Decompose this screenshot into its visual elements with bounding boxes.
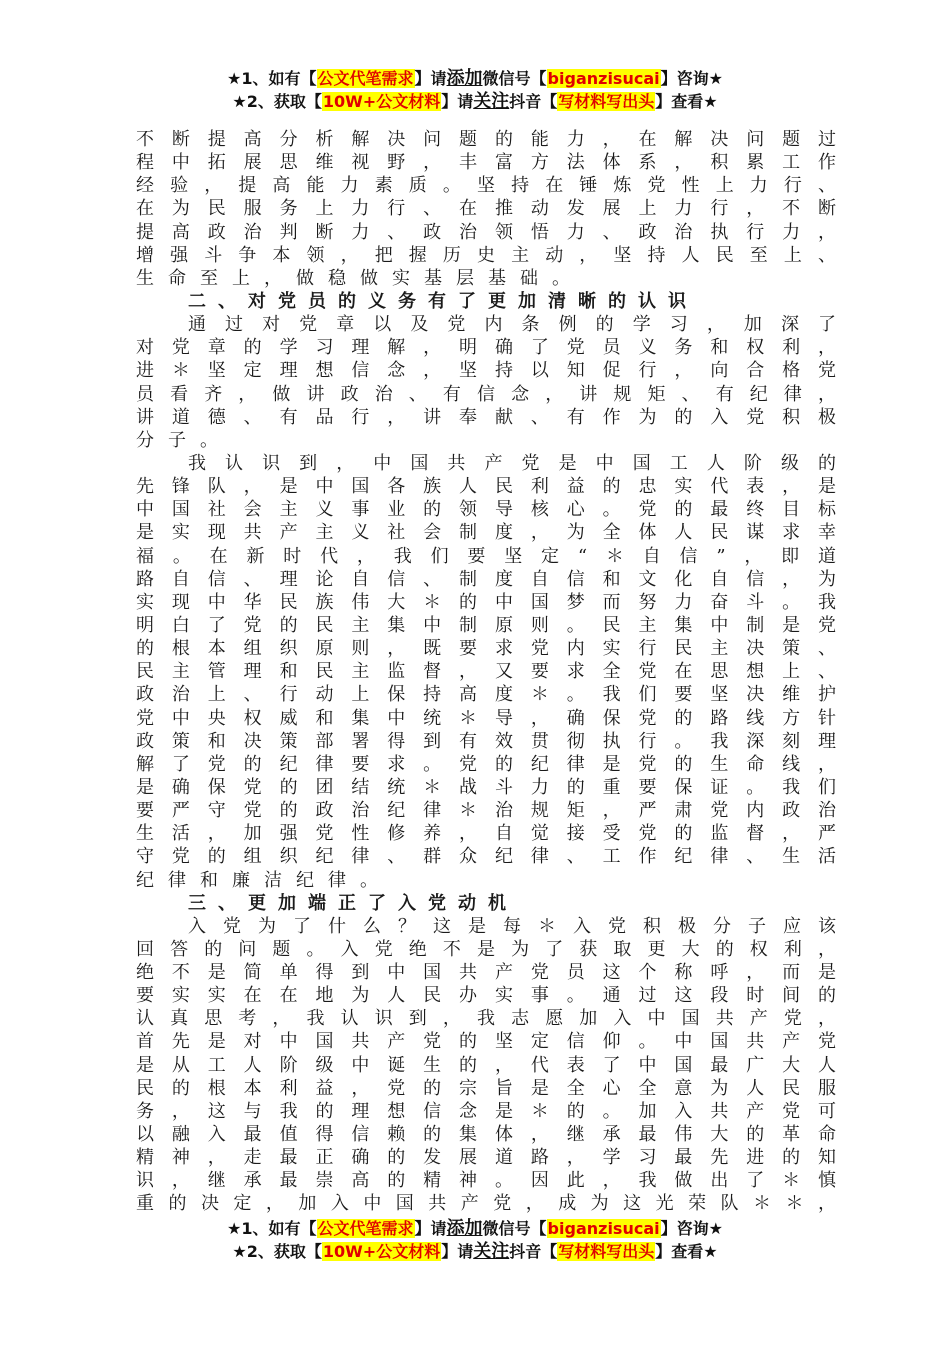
text-line: 认真思考，我认识到，我志愿加入中国共产党， <box>136 1008 836 1030</box>
text-line: 首先是对中国共产党的坚定信仰。中国共产党 <box>136 1031 836 1053</box>
header-line-2 <box>0 91 950 114</box>
text-line: 经验，提高能力素质。坚持在锤炼党性上力行、 <box>136 175 836 197</box>
footer-line-1-highlight-service: 公文代笔需求 <box>317 1219 414 1238</box>
text-line: 进＊坚定理想信念，坚持以知促行，向合格党 <box>136 360 836 382</box>
footer-line-1-mid1: 】请 <box>414 1219 447 1238</box>
text-line: 要严守党的政治纪律＊治规矩，严肃党内政治 <box>136 800 836 822</box>
text-line: 解了党的纪律要求。党的纪律是党的生命线， <box>136 753 836 775</box>
text-line: 分子。 <box>136 429 232 451</box>
text-line: 的根本组织原则，既要求党内实行民主决策、 <box>136 638 836 660</box>
text-line: 民主管理和民主监督，又要求全党在思想上、 <box>136 661 836 683</box>
text-line: 对党章的学习理解，明确了党员义务和权利， <box>136 337 836 359</box>
text-line: 识，继承最崇高的精神。因此，我做出了＊慎 <box>136 1170 836 1192</box>
text-line: 不断提高分析解决问题的能力，在解决问题过 <box>136 129 836 150</box>
text-line: 实现中华民族伟大＊的中国梦而努力奋斗。我 <box>136 591 836 613</box>
footer-line-2-underline: 关注 <box>473 1241 510 1262</box>
header-banner <box>0 68 950 114</box>
text-line: 员看齐，做讲政治、有信念，讲规矩、有纪律， <box>136 383 836 405</box>
text-line: 政治上、行动上保持高度＊。我们要坚决维护 <box>136 684 836 706</box>
footer-line-2-prefix: ★2、获取【 <box>232 1242 322 1261</box>
footer-line-2-mid2: 抖音【 <box>509 1242 558 1261</box>
footer-line-2-suffix: 】查看★ <box>655 1242 718 1261</box>
text-line: 是从工人阶级中诞生的，代表了中国最广大人 <box>136 1054 836 1076</box>
header-line-1-mid1: 】请 <box>414 69 447 88</box>
footer-line-1-prefix: ★1、如有【 <box>227 1219 317 1238</box>
header-line-2-mid2: 抖音【 <box>509 92 558 111</box>
text-line: 提高政治判断力、政治领悟力、政治执行力， <box>136 221 836 243</box>
text-line: 在为民服务上力行、在推动发展上力行，不断 <box>136 198 836 220</box>
text-line: 要实实在在地为人民办实事。通过这段时间的 <box>136 985 836 1007</box>
header-line-1-prefix: ★1、如有【 <box>227 69 317 88</box>
header-line-2-mid1: 】请 <box>441 92 474 111</box>
footer-line-2 <box>0 1241 950 1264</box>
text-line: 程中拓展思维视野，丰富方法体系，积累工作 <box>136 152 836 174</box>
footer-line-2-mid1: 】请 <box>441 1242 474 1261</box>
footer-line-1-mid2: 微信号【 <box>482 1219 547 1238</box>
text-line: 通过对党章以及党内条例的学习，加深了 <box>188 314 836 336</box>
text-line: 明白了党的民主集中制原则。民主集中制是党 <box>136 614 836 636</box>
text-line: 以融入最值得信赖的集体，继承最伟大的革命 <box>136 1124 836 1146</box>
footer-line-2-highlight-douyin: 写材料写出头 <box>558 1242 655 1261</box>
text-line: 回答的问题。入党绝不是为了获取更大的权利， <box>136 938 836 960</box>
header-line-1-underline: 添加 <box>446 68 483 89</box>
text-line: 我认识到，中国共产党是中国工人阶级的 <box>188 452 836 474</box>
text-line: 讲道德、有品行，讲奉献、有作为的入党积极 <box>136 406 836 428</box>
header-line-2-suffix: 】查看★ <box>655 92 718 111</box>
header-line-1-highlight-service: 公文代笔需求 <box>317 69 414 88</box>
header-line-1-suffix: 】咨询★ <box>660 69 723 88</box>
text-line: 绝不是简单得到中国共产党员这个称呼，而是 <box>136 962 836 984</box>
text-line: 先锋队，是中国各族人民利益的忠实代表，是 <box>136 476 836 498</box>
text-line: 路自信、理论自信、制度自信和文化自信，为 <box>136 568 836 590</box>
document-body <box>136 128 836 1216</box>
header-line-1-mid2: 微信号【 <box>482 69 547 88</box>
text-line: 是确保党的团结统＊战斗力的重要保证。我们 <box>136 776 836 798</box>
header-line-2-highlight-materials: 10W+公文材料 <box>322 92 441 111</box>
text-line: 是实现共产主义社会制度，为全体人民谋求幸 <box>136 522 836 544</box>
header-line-2-highlight-douyin: 写材料写出头 <box>558 92 655 111</box>
header-line-1-highlight-wechat: biganzisucai <box>547 69 660 88</box>
text-line: 重的决定，加入中国共产党，成为这光荣队＊＊， <box>136 1193 836 1215</box>
text-line: 生命至上，做稳做实基层基础。 <box>136 267 584 289</box>
text-line: 党中央权威和集中统＊导，确保党的路线方针 <box>136 707 836 729</box>
text-line: 生活，加强党性修养，自觉接受党的监督，严 <box>136 823 836 845</box>
text-line: 政策和决策部署得到有效贯彻执行。我深刻理 <box>136 730 836 752</box>
footer-banner <box>0 1218 950 1264</box>
text-line: 务，这与我的理想信念是＊的。加入共产党可 <box>136 1100 836 1122</box>
header-line-1 <box>0 68 950 91</box>
footer-line-1-underline: 添加 <box>446 1218 483 1239</box>
text-line: 福。在新时代，我们要坚定“＊自信”，即道 <box>136 545 836 567</box>
footer-line-1 <box>0 1218 950 1241</box>
text-line: 守党的组织纪律、群众纪律、工作纪律、生活 <box>136 846 836 868</box>
text-line: 纪律和廉洁纪律。 <box>136 869 392 891</box>
text-line: 精神，走最正确的发展道路，学习最先进的知 <box>136 1147 836 1169</box>
text-line: 中国社会主义事业的领导核心。党的最终目标 <box>136 499 836 521</box>
footer-line-1-suffix: 】咨询★ <box>660 1219 723 1238</box>
section-heading: 三、更加端正了入党动机 <box>188 892 518 914</box>
footer-line-2-highlight-materials: 10W+公文材料 <box>322 1242 441 1261</box>
header-line-2-prefix: ★2、获取【 <box>232 92 322 111</box>
text-line: 增强斗争本领，把握历史主动，坚持人民至上、 <box>136 244 836 266</box>
text-line: 入党为了什么？这是每＊入党积极分子应该 <box>188 915 836 937</box>
text-line: 民的根本利益，党的宗旨是全心全意为人民服 <box>136 1077 836 1099</box>
header-line-2-underline: 关注 <box>473 91 510 112</box>
footer-line-1-highlight-wechat: biganzisucai <box>547 1219 660 1238</box>
section-heading: 二、对党员的义务有了更加清晰的认识 <box>188 290 698 312</box>
